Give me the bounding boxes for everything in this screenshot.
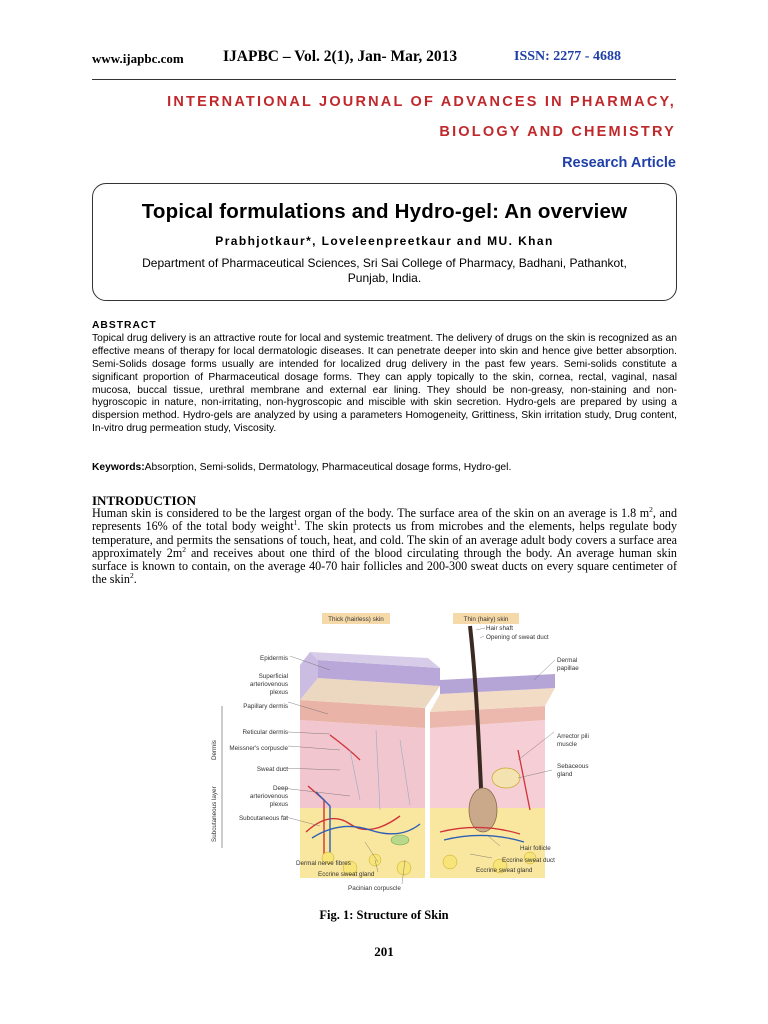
label-epidermis: Epidermis — [260, 655, 288, 662]
intro-text-4: and receives about one third of the blood circulating through the body. An average human skin surface is known to contain, on the average 40-70 hair follicles and 200-300 sweat ducts on every square centimeter of the skin — [92, 545, 677, 587]
thin-skin-label: Thin (hairy) skin — [463, 616, 509, 623]
abstract-section — [92, 320, 677, 436]
label-arrector-2: muscle — [557, 741, 577, 748]
article-authors: Prabhjotkaur*, Loveleenpreetkaur and MU. Khan — [215, 234, 554, 248]
label-sebaceous-1: Sebaceous — [557, 763, 589, 770]
page-number: 201 — [374, 944, 394, 959]
superscript: 2 — [649, 504, 653, 514]
label-sebaceous-2: gland — [557, 771, 573, 778]
header-divider — [92, 79, 676, 80]
skin-structure-illustration — [200, 610, 589, 903]
intro-text-3: . The skin protects us from microbes and the elements, helps regulate body temperature, and permits the sensations of touch, heat, and cold. The skin of an average adult body covers a surface area approximately 2m — [92, 519, 678, 560]
side-label-dermis: Dermis — [211, 740, 218, 760]
citation-ref: 1 — [293, 518, 298, 528]
intro-text-5: . — [133, 572, 137, 587]
label-subcutaneous-fat: Subcutaneous fat — [238, 815, 288, 822]
introduction-body — [92, 504, 678, 587]
journal-website: www.ijapbc.com — [92, 51, 184, 66]
label-eccrine-sweat-gland-left: Eccrine sweat gland — [318, 871, 375, 878]
label-dermal-nerve-fibres: Dermal nerve fibres — [296, 860, 351, 867]
journal-issn: ISSN: 2277 - 4688 — [514, 49, 621, 64]
label-reticular-dermis: Reticular dermis — [242, 729, 288, 736]
introduction-heading: INTRODUCTION — [92, 493, 197, 508]
label-deep-2: arteriovenous — [249, 793, 288, 800]
citation-ref: 2 — [129, 571, 134, 581]
side-label-subcutaneous: Subcutaneous layer — [211, 786, 218, 842]
article-type: Research Article — [562, 155, 676, 171]
label-dermal-papillae-1: Dermal — [557, 657, 578, 664]
thick-skin-block — [300, 652, 440, 878]
label-superficial-3: plexus — [269, 689, 288, 696]
superscript: 2 — [182, 544, 186, 554]
intro-text-2: , and represents 16% of the total body weight — [92, 506, 677, 534]
title-box — [92, 183, 677, 301]
abstract-body: Topical drug delivery is an attractive route for local and systemic treatment. The delivery of drugs on the skin is recognized as an effective means of therapy for local dermatologic diseases. It can penetrate deeper into skin and hence give better absorption. Semi-Solids dosage forms usually are intended for localized drug delivery in the past few years. Semi-solids constitute a significant proportion of Pharmaceutical dosage forms. They can apply topically to the skin, cornea, rectal, vaginal, nasal mucosa, buccal tissue, urethral membrane and external ear lining. They should be non-greasy, non-staining and non-hygroscopic in nature, non-irritating, non-hygroscopic and miscible with skin secretion. Hydro-gels are prepared by using a dispersion method. Hydro-gels are analyzed by using a parameters Homogeneity, Grittiness, Skin irritation study, Drug content, In-vitro drug permeation study, Viscosity. — [92, 332, 677, 435]
label-deep-3: plexus — [269, 801, 288, 808]
label-dermal-papillae-2: papillae — [557, 665, 579, 672]
label-eccrine-sweat-duct: Eccrine sweat duct — [502, 857, 555, 864]
label-hair-follicle: Hair follicle — [520, 845, 551, 852]
label-deep-1: Deep — [272, 785, 288, 792]
label-pacinian: Pacinian corpuscle — [348, 885, 401, 892]
label-papillary-dermis: Papillary dermis — [243, 703, 288, 710]
label-opening-sweat-duct: Opening of sweat duct — [486, 634, 549, 641]
journal-name-line2: BIOLOGY AND CHEMISTRY — [439, 124, 676, 140]
figure-caption: Fig. 1: Structure of Skin — [319, 908, 449, 922]
abstract-heading: ABSTRACT — [92, 320, 157, 331]
label-hair-shaft: Hair shaft — [486, 625, 513, 632]
skin-structure-figure — [200, 610, 589, 903]
thick-skin-label: Thick (hairless) skin — [328, 616, 384, 623]
running-header — [92, 48, 676, 70]
keywords — [92, 462, 677, 473]
keywords-text: Absorption, Semi-solids, Dermatology, Pharmaceutical dosage forms, Hydro-gel. — [144, 462, 512, 473]
thin-skin-block — [430, 626, 555, 878]
label-eccrine-sweat-gland-right: Eccrine sweat gland — [476, 867, 533, 874]
keywords-label: Keywords: — [92, 462, 145, 473]
article-title: Topical formulations and Hydro-gel: An overview — [141, 200, 628, 223]
intro-text-1: Human skin is considered to be the largest organ of the body. The surface area of the skin on an average is 1.8 m — [92, 506, 650, 520]
label-superficial-1: Superficial — [258, 673, 288, 680]
journal-issue: IJAPBC – Vol. 2(1), Jan- Mar, 2013 — [223, 48, 458, 65]
label-arrector-1: Arrector pili — [557, 733, 589, 740]
journal-name-line1: INTERNATIONAL JOURNAL OF ADVANCES IN PHARMACY, — [167, 94, 676, 110]
label-meissner: Meissner's corpuscle — [229, 745, 288, 752]
article-affiliation: Department of Pharmaceutical Sciences, Sri Sai College of Pharmacy, Badhani, Pathankot, Punjab, India. — [142, 256, 627, 285]
label-superficial-2: arteriovenous — [249, 681, 288, 688]
label-sweat-duct: Sweat duct — [256, 766, 288, 773]
